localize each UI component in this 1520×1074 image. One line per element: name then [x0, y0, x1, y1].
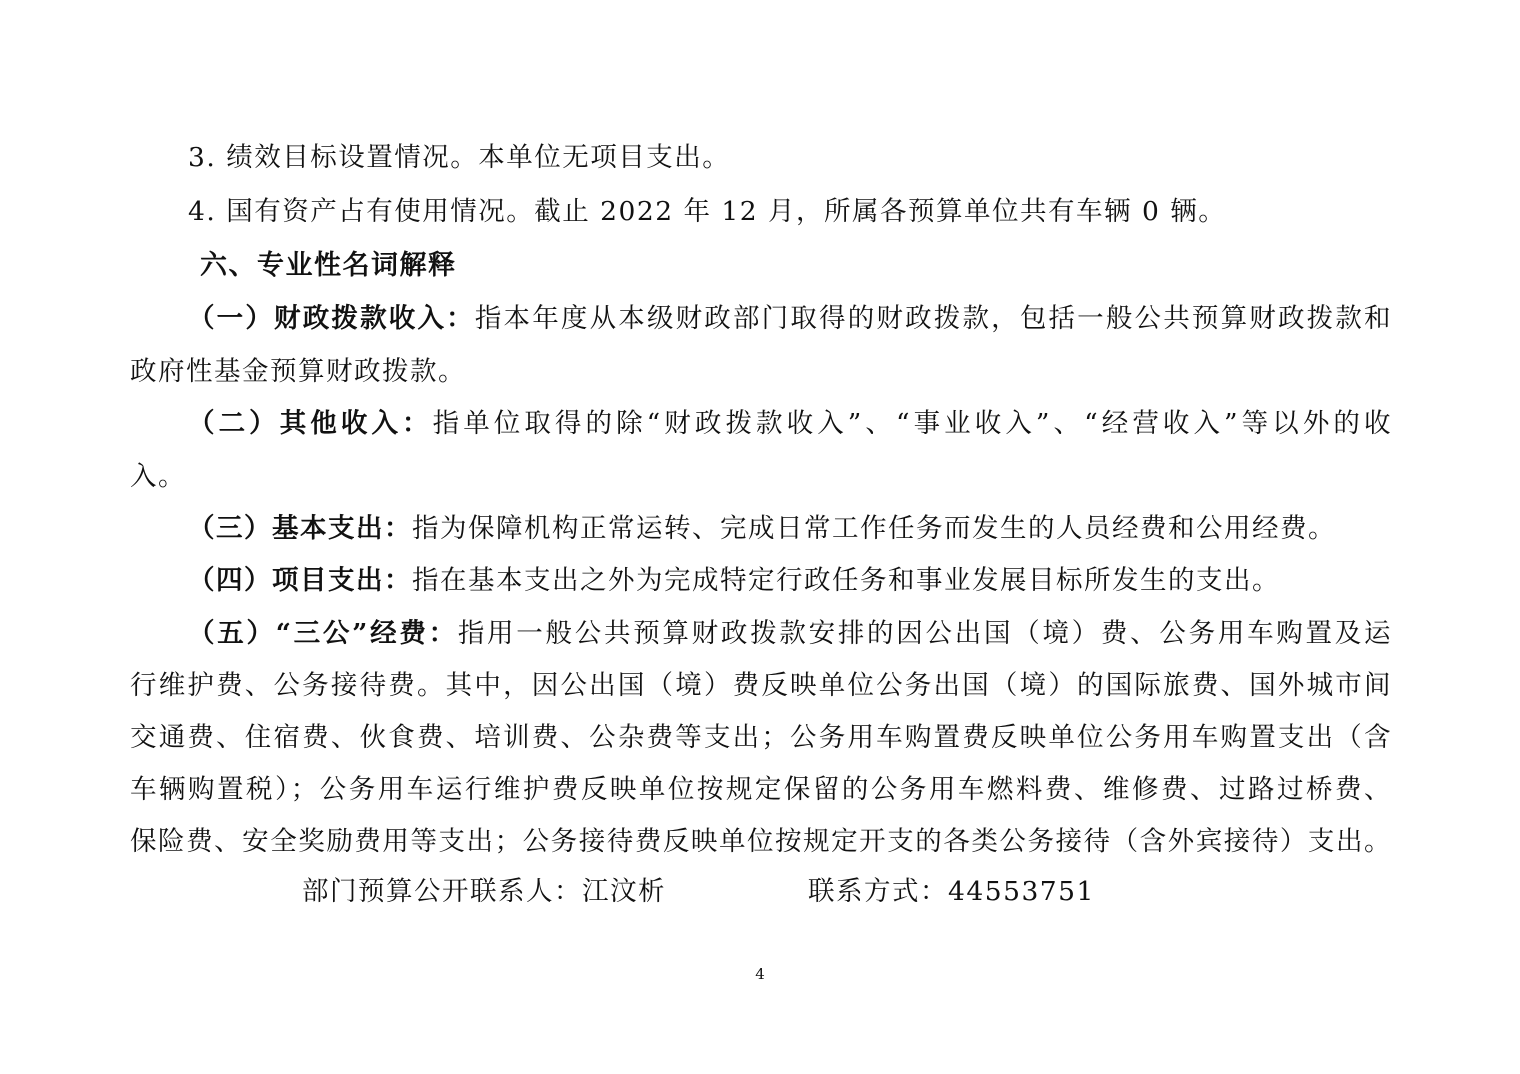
term-4-title: （四）项目支出：: [188, 565, 412, 596]
term-5-line-1: [188, 608, 1392, 660]
term-1-line-1: [188, 293, 1392, 345]
term-5-text: 指用一般公共预算财政拨款安排的因公出国（境）费、公务用车购置及运: [457, 618, 1392, 649]
term-2-line-1: [188, 398, 1392, 450]
term-3-title: （三）基本支出：: [188, 513, 412, 544]
contact-person: 部门预算公开联系人：江汶析: [302, 876, 666, 907]
term-4-text: 指在基本支出之外为完成特定行政任务和事业发展目标所发生的支出。: [412, 565, 1280, 596]
term-5-line-4: 车辆购置税）；公务用车运行维护费反映单位按规定保留的公务用车燃料费、维修费、过路过桥费、: [130, 774, 1392, 805]
term-5-title: （五）“三公”经费：: [188, 618, 458, 649]
term-5-line-3: 交通费、住宿费、伙食费、培训费、公杂费等支出；公务用车购置费反映单位公务用车购置支出（含: [130, 722, 1392, 753]
term-2-title: （二）其他收入：: [188, 408, 433, 439]
term-3-line-1: [188, 503, 1392, 555]
contact-phone: 联系方式：44553751: [808, 876, 1095, 907]
term-5-line-2: 行维护费、公务接待费。其中，因公出国（境）费反映单位公务出国（境）的国际旅费、国外城市间: [130, 670, 1392, 701]
term-2-text: 指单位取得的除“财政拨款收入”、“事业收入”、“经营收入”等以外的收: [432, 408, 1392, 439]
term-4-line-1: [188, 555, 1392, 607]
term-2-line-2: 入。: [130, 461, 186, 492]
section-six-heading: 六、专业性名词解释: [200, 250, 457, 281]
term-1-text: 指本年度从本级财政部门取得的财政拨款，包括一般公共预算财政拨款和: [474, 303, 1393, 334]
term-1-line-2: 政府性基金预算财政拨款。: [130, 356, 466, 387]
term-3-text: 指为保障机构正常运转、完成日常工作任务而发生的人员经费和公用经费。: [412, 513, 1336, 544]
term-1-title: （一）财政拨款收入：: [188, 303, 475, 334]
page-number: 4: [755, 965, 765, 983]
item-4-state-assets: 4. 国有资产占有使用情况。截止 2022 年 12 月，所属各预算单位共有车辆 0 辆。: [188, 196, 1227, 227]
term-5-line-5: 保险费、安全奖励费用等支出；公务接待费反映单位按规定开支的各类公务接待（含外宾接待）支出。: [130, 826, 1392, 857]
item-3-performance-goals: 3. 绩效目标设置情况。本单位无项目支出。: [188, 142, 731, 173]
